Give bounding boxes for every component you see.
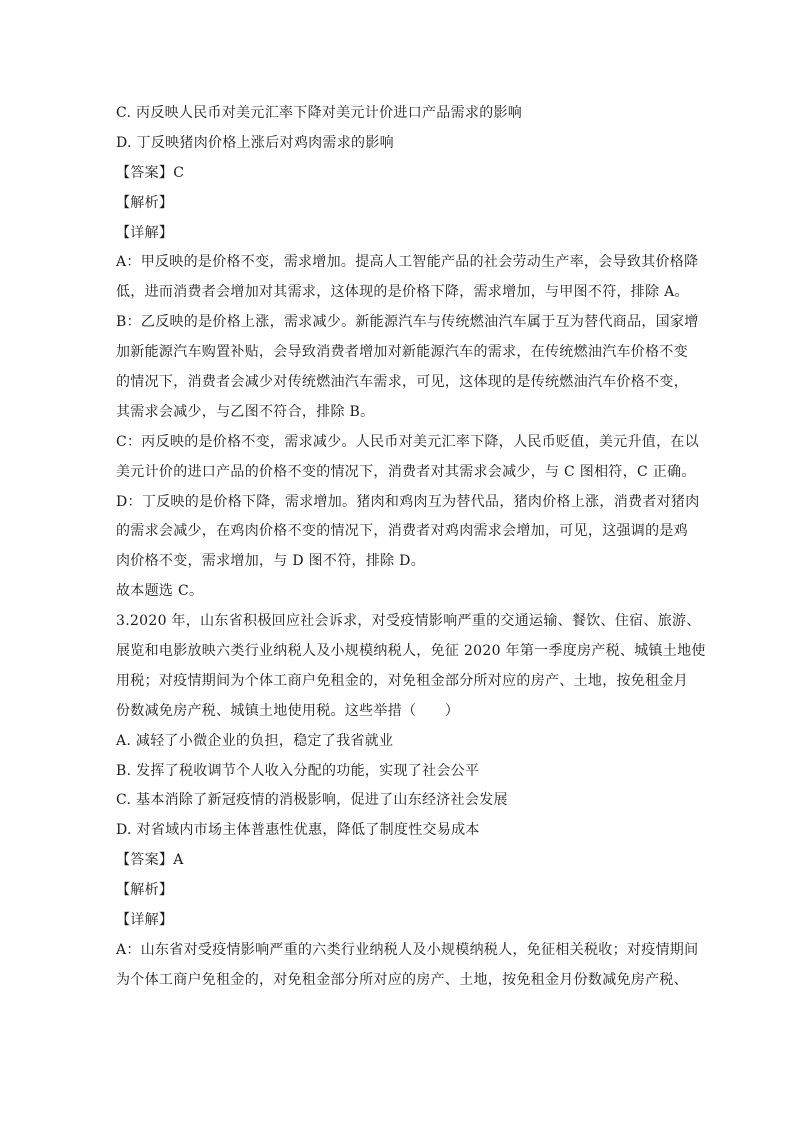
question-3-stem-line: 用税；对疫情期间为个体工商户免租金的，对免租金部分所对应的房产、土地，按免租金月 — [116, 672, 688, 689]
conclusion-line: 故本题选 C。 — [116, 583, 204, 600]
question-3-stem-line: 3.2020 年，山东省积极回应社会诉求，对受疫情影响严重的交通运输、餐饮、住宿、旅游、 — [116, 613, 701, 630]
analysis-heading: 【解析】 — [116, 882, 174, 899]
detail-paragraph-line: 加新能源汽车购置补贴，会导致消费者增加对新能源汽车的需求，在传统燃油汽车价格不变 — [116, 344, 688, 361]
detail-heading: 【详解】 — [116, 224, 174, 241]
question-3-option-a: A. 减轻了小微企业的负担，稳定了我省就业 — [116, 732, 394, 749]
question-3-option-b: B. 发挥了税收调节个人收入分配的功能，实现了社会公平 — [116, 762, 480, 779]
detail-paragraph-line: 肉价格不变，需求增加，与 D 图不符，排除 D。 — [116, 553, 425, 570]
detail-paragraph-line: 低，进而消费者会增加对其需求，这体现的是价格下降，需求增加，与甲图不符，排除 A。 — [116, 284, 689, 301]
detail-paragraph-line: C：丙反映的是价格不变，需求减少。人民币对美元汇率下降，人民币贬值，美元升值，在以 — [116, 433, 700, 450]
detail-paragraph-line: 为个体工商户免租金的，对免租金部分所对应的房产、土地，按免租金月份数减免房产税、 — [116, 971, 688, 988]
detail-paragraph-line: 美元计价的进口产品的价格不变的情况下，消费者对其需求会减少，与 C 图相符，C 正确。 — [116, 463, 696, 480]
answer-line: 【答案】C — [116, 164, 185, 181]
answer-line: 【答案】A — [116, 852, 184, 869]
question-3-option-d: D. 对省域内市场主体普惠性优惠，降低了制度性交易成本 — [116, 822, 480, 839]
detail-paragraph-line: 的需求会减少，在鸡肉价格不变的情况下，消费者对鸡肉需求会增加，可见，这强调的是鸡 — [116, 523, 688, 540]
detail-paragraph-line: B：乙反映的是价格上涨，需求减少。新能源汽车与传统燃油汽车属于互为替代商品，国家增 — [116, 314, 699, 331]
detail-paragraph-line: D：丁反映的是价格下降，需求增加。猪肉和鸡肉互为替代品，猪肉价格上涨，消费者对猪肉 — [116, 493, 700, 510]
detail-paragraph-line: 其需求会减少，与乙图不符合，排除 B。 — [116, 403, 375, 420]
question-3-stem-line: 展览和电影放映六类行业纳税人及小规模纳税人，免征 2020 年第一季度房产税、城镇土地使 — [116, 643, 706, 660]
detail-paragraph-line: A：甲反映的是价格不变，需求增加。提高人工智能产品的社会劳动生产率，会导致其价格降 — [116, 254, 699, 271]
detail-paragraph-line: A：山东省对受疫情影响严重的六类行业纳税人及小规模纳税人，免征相关税收；对疫情期间 — [116, 941, 699, 958]
question-3-stem-line: 份数减免房产税、城镇土地使用税。这些举措（ ） — [116, 702, 460, 719]
detail-heading: 【详解】 — [116, 912, 174, 929]
question-3-option-c: C. 基本消除了新冠疫情的消极影响，促进了山东经济社会发展 — [116, 792, 508, 809]
document-body — [116, 99, 706, 996]
analysis-heading: 【解析】 — [116, 194, 174, 211]
detail-paragraph-line: 的情况下，消费者会减少对传统燃油汽车需求，可见，这体现的是传统燃油汽车价格不变， — [116, 374, 688, 391]
option-d-line: D. 丁反映猪肉价格上涨后对鸡肉需求的影响 — [116, 134, 394, 151]
option-c-line: C. 丙反映人民币对美元汇率下降对美元计价进口产品需求的影响 — [116, 105, 523, 121]
